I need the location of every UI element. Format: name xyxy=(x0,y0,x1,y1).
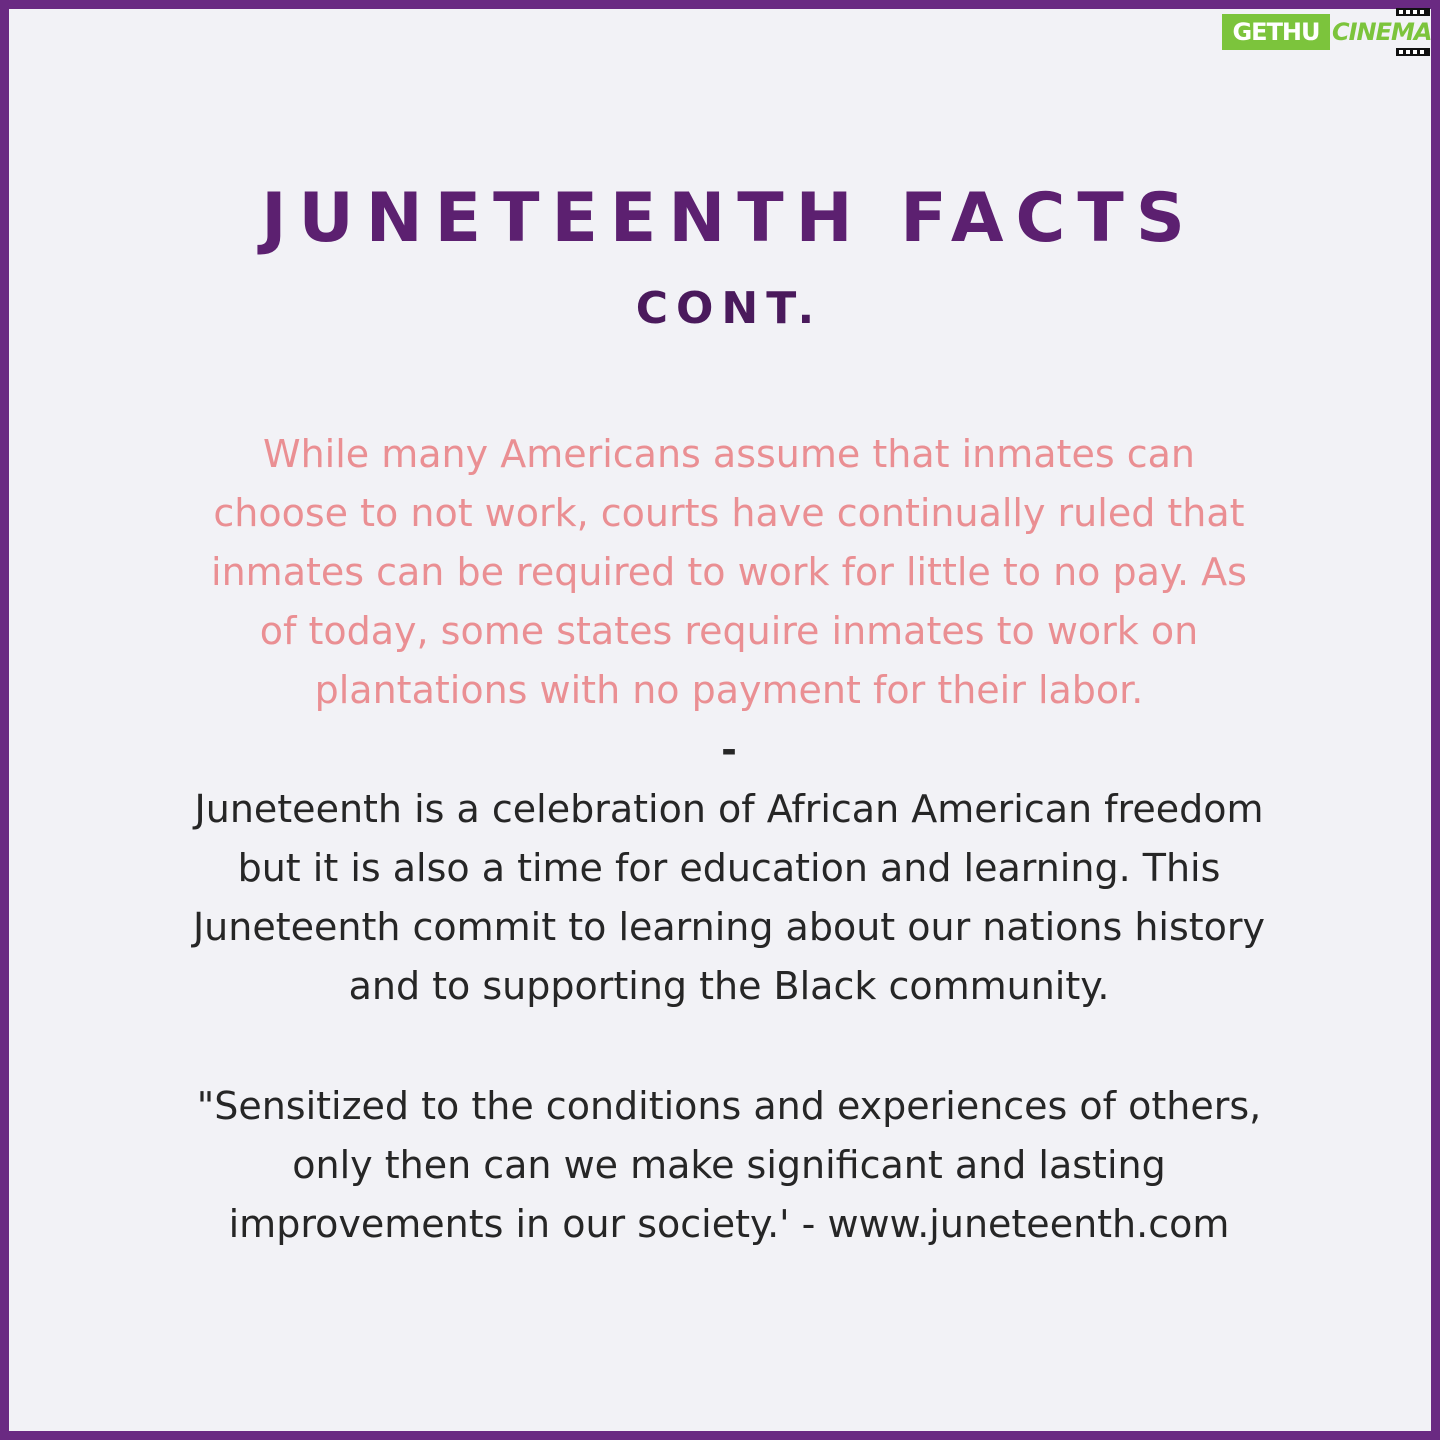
watermark-badge: GETHU xyxy=(1222,14,1330,50)
watermark-word: CINEMA xyxy=(1332,18,1432,46)
page-subtitle: CONT. xyxy=(635,283,823,334)
quote-line: improvements in our society.' - www.juneteenth.com xyxy=(228,1202,1230,1246)
fact-line: choose to not work, courts have continually ruled that xyxy=(213,491,1245,535)
fact-line: plantations with no payment for their labor. xyxy=(314,668,1144,712)
message-paragraph xyxy=(79,780,1379,1016)
fact-line: inmates can be required to work for little to no pay. As xyxy=(211,550,1247,594)
watermark-logo xyxy=(1222,4,1434,60)
film-strip-icon xyxy=(1394,4,1432,60)
fact-line: of today, some states require inmates to work on xyxy=(259,609,1199,653)
fact-paragraph xyxy=(79,425,1379,720)
fact-line: While many Americans assume that inmates can xyxy=(263,432,1195,476)
page-title: JUNETEENTH FACTS xyxy=(261,179,1197,258)
quote-line: only then can we make significant and lasting xyxy=(292,1143,1166,1187)
quote-line: "Sensitized to the conditions and experiences of others, xyxy=(196,1084,1262,1128)
message-line: Juneteenth commit to learning about our nations history xyxy=(192,905,1266,949)
separator-dash: - xyxy=(721,728,737,772)
message-line: but it is also a time for education and learning. This xyxy=(237,846,1221,890)
message-line: and to supporting the Black community. xyxy=(348,964,1110,1008)
quote-paragraph xyxy=(79,1077,1379,1254)
message-line: Juneteenth is a celebration of African American freedom xyxy=(194,787,1264,831)
